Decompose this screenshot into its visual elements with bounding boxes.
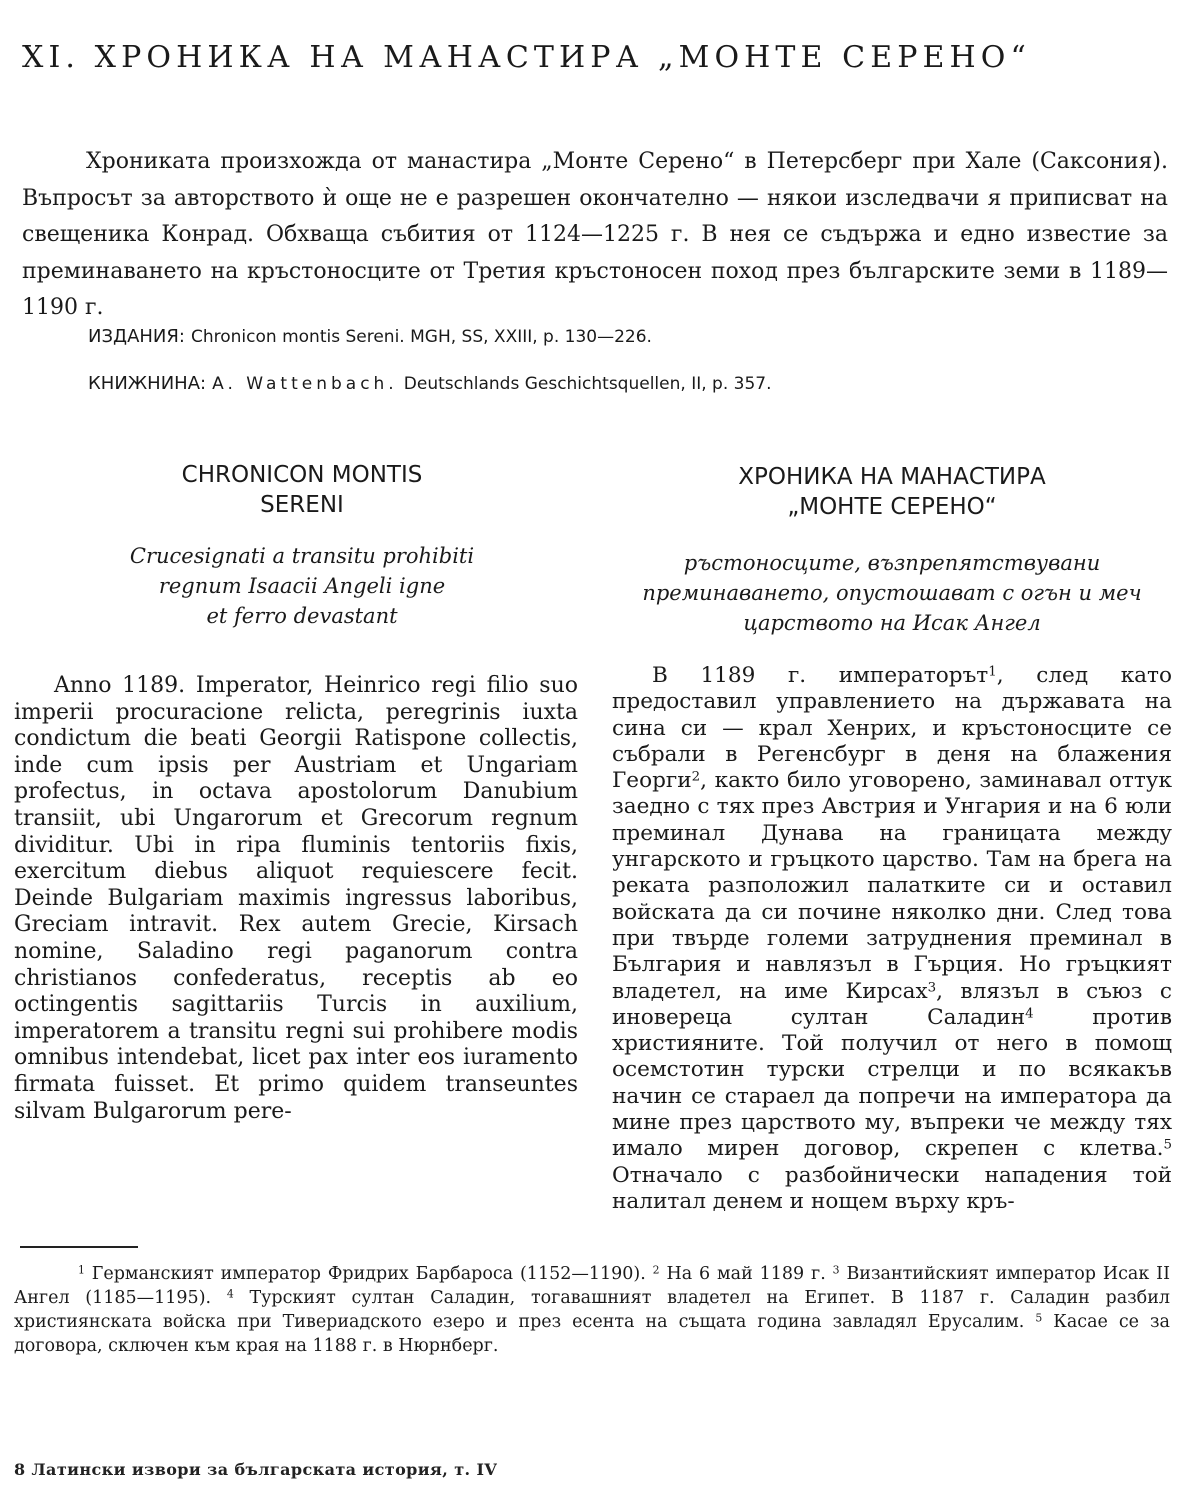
footnote-number-4: 4 [226, 1287, 234, 1301]
bulgarian-subtitle-line3: царството на Исак Ангел [743, 611, 1041, 635]
footnote-number-2: 2 [652, 1263, 660, 1277]
footnote-ref-1: 1 [988, 664, 997, 680]
bulgarian-subtitle-line1: ръстоносците, възпрепятствувани [683, 551, 1101, 575]
footnote-number-1: 1 [78, 1263, 85, 1277]
footnote-text-4: Турският султан Саладин, тогавашният владетел на Египет. В 1187 г. Саладин разбил християнската войска при Тивериадското езеро и през есента на същата година завладял Ерусалим. [14, 1288, 1170, 1332]
literature-author: A. Wattenbach. [212, 374, 398, 394]
editions-text: Chronicon montis Sereni. MGH, SS, XXIII, p. 130—226. [191, 327, 652, 347]
editions-label: ИЗДАНИЯ: [88, 326, 185, 347]
footnote-number-3: 3 [832, 1263, 840, 1277]
footnote-ref-3: 3 [927, 979, 937, 995]
page-title: XI. ХРОНИКА НА МАНАСТИРА „МОНТЕ СЕРЕНО“ [22, 40, 1031, 75]
latin-subtitle-line2: regnum Isaacii Angeli igne [158, 574, 446, 598]
latin-heading [22, 460, 582, 520]
bulgarian-body-part4: , влязъл в съюз с иновереца султан Саладин [612, 978, 1173, 1030]
bulgarian-subtitle-line2: преминаването, опустошават с огън и меч [642, 581, 1142, 605]
bulgarian-heading-line1: ХРОНИКА НА МАНАСТИРА [738, 464, 1046, 490]
bulgarian-body-part3: , както било уговорено, заминавал оттук заедно с тях през Австрия и Унгария и на 6 юли преминал Дунава на границата между унгарското и гръцкото царство. Там на брега на реката разположил палатките си и оставил войската да си почине няколко дни. След това при твърде големи затруднения преминал в България и навлязъл в Гърция. Но гръцкият владетел, на име Кирсах [612, 768, 1172, 1004]
latin-subtitle-line1: Crucesignati a transitu prohibiti [129, 544, 475, 568]
intro-paragraph: Хрониката произхожда от манастира „Монте Серено“ в Петерсберг при Хале (Саксония). Въпросът за авторството ѝ още не е разрешен окончателно — някои изследвачи я приписват на свещеника Конрад. Обхваща събития от 1124—1225 г. В нея се съдържа и едно известие за преминаването на кръстоносците от Третия кръстоносен поход през българските земи в 1189—1190 г. [22, 149, 1168, 320]
latin-heading-line1: CHRONICON MONTIS [181, 462, 423, 488]
folio-line: 8 Латински извори за българската история, т. IV [14, 1460, 498, 1479]
bulgarian-body-part2: , след като предоставил управлението на държавата на сина си — крал Хенрих, и кръстоносците се събрали в Регенсбург в деня на блажения Георги [612, 663, 1173, 794]
latin-subtitle-line3: et ferro devastant [206, 604, 398, 628]
literature-label: КНИЖНИНА: [88, 373, 207, 394]
literature-text: Deutschlands Geschichtsquellen, II, p. 357. [403, 374, 772, 394]
bulgarian-body-part5: против християните. Той получил от него в помощ осемстотин турски стрелци и по всякакъв начин се стараел да попречи на императора да мине през царството му, въпреки че между тях имало мирен договор, скрепен с клетва. [612, 1004, 1172, 1162]
bulgarian-heading [612, 462, 1172, 522]
footnote-number-5: 5 [1035, 1311, 1043, 1325]
bulgarian-body [612, 663, 1172, 1215]
footnote-text-2: На 6 май 1189 г. [659, 1264, 833, 1284]
latin-subtitle [22, 541, 582, 631]
footnote-divider [20, 1246, 138, 1248]
literature-line [88, 369, 1088, 398]
bulgarian-body-part6: Отначало с разбойнически нападения той налитал денем и нощем върху кръ- [612, 1162, 1172, 1214]
footnotes [14, 1262, 1170, 1358]
editions-line [88, 322, 1088, 351]
latin-body: Anno 1189. Imperator, Heinrico regi filio suo imperii procuracione relicta, peregrinis iuxta condictum die beati Georgii Ratispone collectis, inde cum ipsis per Austriam et Ungariam profectus, in octava apostolorum Danubium transiit, ubi Ungarorum et Grecorum regnum dividitur. Ubi in ripa fluminis tentoriis fixis, exercitum diebus aliquot requiescere fecit. Deinde Bulgariam maximis ingressus laboribus, Greciam intravit. Rex autem Grecie, Kirsach nomine, Saladino regi paganorum contra christianos confederatus, receptis ab eo octingentis sagittariis Turcis in auxilium, imperatorem a transitu regni sui prohibere modis omnibus intendebat, licet pax inter eos iuramento firmata fuisset. Et primo quidem transeuntes silvam Bulgarorum pere- [14, 673, 578, 1124]
bulgarian-body-part1: В 1189 г. императорът [652, 663, 989, 688]
bulgarian-heading-line2: „МОНТЕ СЕРЕНО“ [787, 494, 997, 520]
footnote-text-5: Касае се за договора, сключен към края на 1188 г. в Нюрнберг. [14, 1312, 1170, 1356]
footnote-ref-5: 5 [1163, 1137, 1172, 1153]
footnote-text-1: Германският император Фридрих Барбароса (1152—1190). [84, 1264, 653, 1284]
bulgarian-subtitle [612, 548, 1172, 638]
footnote-ref-4: 4 [1025, 1006, 1034, 1022]
footnote-text-3: Византийският император Исак II Ангел (1185—1195). [14, 1264, 1170, 1308]
latin-heading-line2: SERENI [260, 492, 344, 518]
footnote-ref-2: 2 [691, 769, 701, 785]
